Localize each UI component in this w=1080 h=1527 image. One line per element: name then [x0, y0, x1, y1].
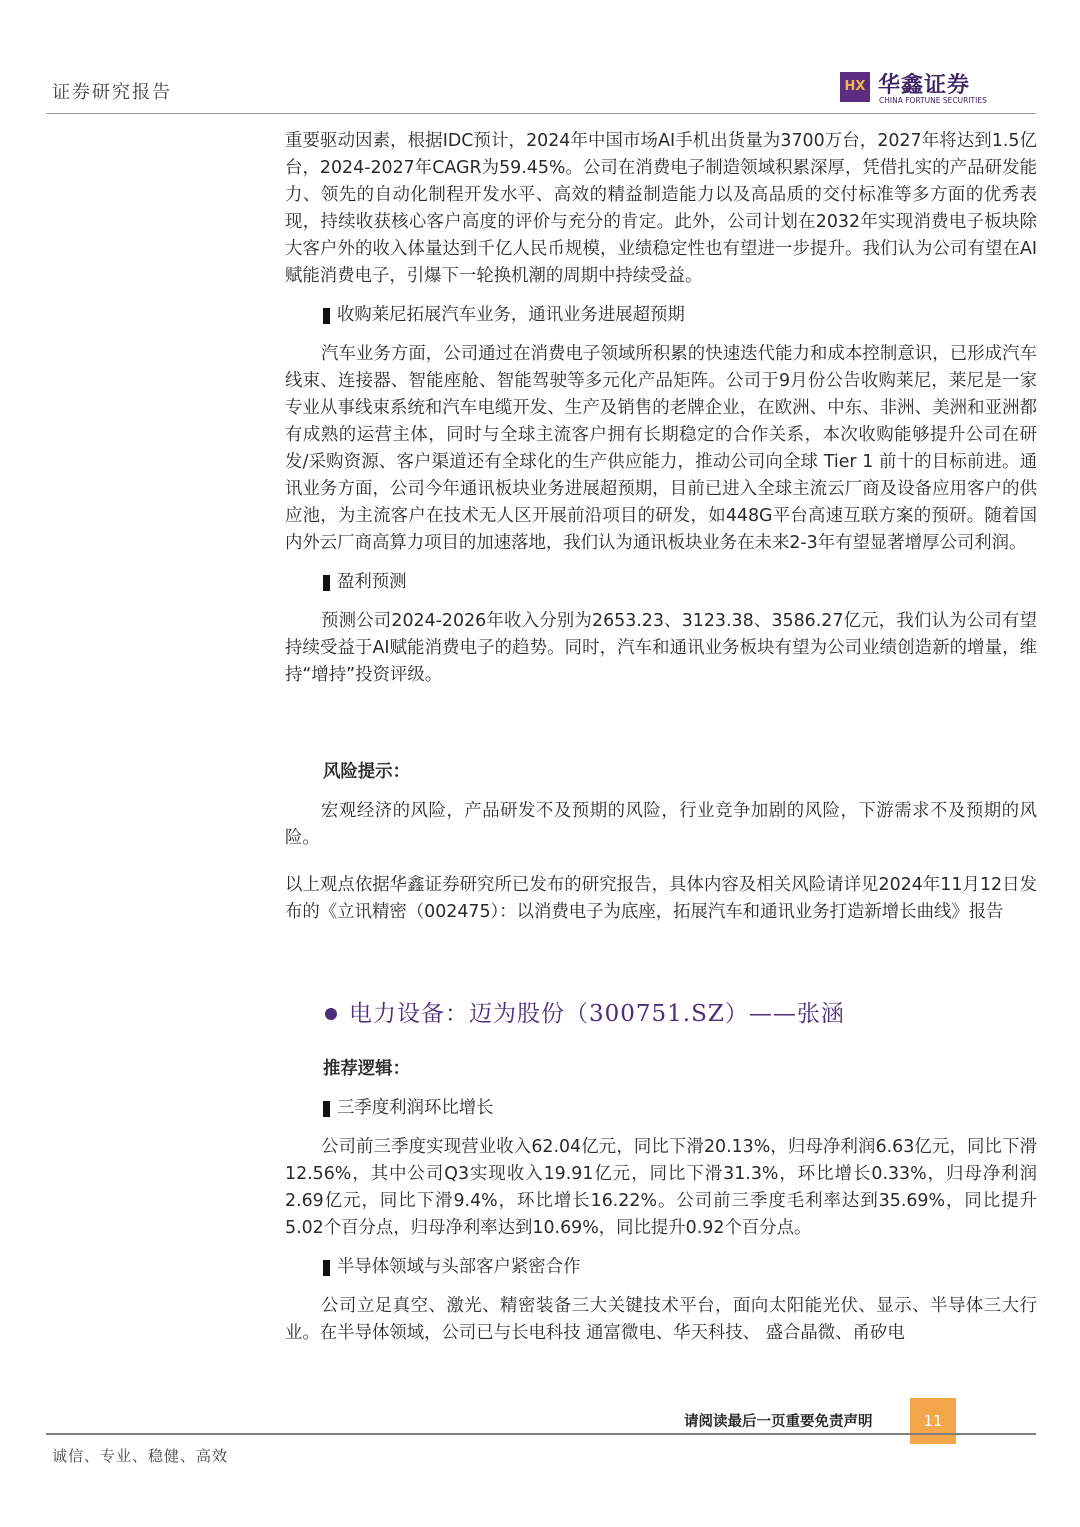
bullet-heading-text: 盈利预测: [337, 572, 407, 592]
main-content: [285, 128, 1037, 1347]
paragraph-semiconductor: 公司立足真空、激光、精密装备三大关键技术平台，面向太阳能光伏、显示、半导体三大行业。在半导体领域，公司已与长电科技 通富微电、华天科技、 盛合晶微、甬矽电: [285, 1296, 1037, 1343]
company-logo: [840, 68, 990, 108]
header-divider: [46, 113, 1036, 114]
footer-motto: 诚信、专业、稳健、高效: [52, 1447, 229, 1465]
risk-title: 风险提示：: [323, 762, 410, 782]
logic-title: 推荐逻辑：: [323, 1059, 410, 1079]
report-header-title: 证券研究报告: [52, 82, 172, 103]
bullet-marker-icon: [323, 308, 330, 324]
section-title: [285, 996, 1037, 1032]
bullet-heading-text: 半导体领域与头部客户紧密合作: [337, 1257, 581, 1277]
bullet-marker-icon: [323, 1101, 330, 1117]
bullet-heading-semiconductor: [285, 1254, 1037, 1281]
paragraph-auto-business: 汽车业务方面，公司通过在消费电子领域所积累的快速迭代能力和成本控制意识，已形成汽车线束、连接器、智能座舱、智能驾驶等多元化产品矩阵。公司于9月份公告收购莱尼，莱尼是一家专业从事线束系统和汽车电缆开发、生产及销售的老牌企业，在欧洲、中东、非洲、美洲和亚洲都有成熟的运营主体，同时与全球主流客户拥有长期稳定的合作关系，本次收购能够提升公司在研发/采购资源、客户渠道还有全球化的生产供应能力，推动公司向全球 Tier 1 前十的目标前进。通讯业务方面，公司今年通讯板块业务进展超预期，目前已进入全球主流云厂商及设备应用客户的供应池，为主流客户在技术无人区开展前沿项目的研发，如448G平台高速互联方案的预研。随着国内外云厂商高算力项目的加速落地，我们认为通讯板块业务在未来2-3年有望显著增厚公司利润。: [285, 344, 1037, 553]
paragraph-source-note: 以上观点依据华鑫证券研究所已发布的研究报告，具体内容及相关风险请详见2024年11月12日发布的《立讯精密（002475）：以消费电子为底座，拓展汽车和通讯业务打造新增长曲线》报告: [285, 875, 1037, 922]
paragraph-q3-results: 公司前三季度实现营业收入62.04亿元，同比下滑20.13%，归母净利润6.63亿元，同比下滑12.56%，其中公司Q3实现收入19.91亿元，同比下滑31.3%，环比增长0.33%，归母净利润2.69亿元，同比下滑9.4%，环比增长16.22%。公司前三季度毛利率达到35.69%，同比提升5.02个百分点，归母净利率达到10.69%，同比提升0.92个百分点。: [285, 1137, 1037, 1238]
bullet-heading-forecast: [285, 569, 1037, 596]
bullet-heading-text: 收购莱尼拓展汽车业务，通讯业务进展超预期: [337, 305, 685, 325]
bullet-heading-q3: [285, 1095, 1037, 1122]
page-number-badge: 11: [910, 1398, 956, 1444]
section-dot-icon: [325, 1008, 337, 1020]
paragraph-risk: 宏观经济的风险，产品研发不及预期的风险，行业竞争加剧的风险，下游需求不及预期的风险。: [285, 801, 1037, 848]
bullet-heading-acquisition: [285, 302, 1037, 329]
paragraph-ai-phone: 重要驱动因素，根据IDC预计，2024年中国市场AI手机出货量为3700万台，2027年将达到1.5亿台，2024-2027年CAGR为59.45%。公司在消费电子制造领域积累深厚，凭借扎实的产品研发能力、领先的自动化制程开发水平、高效的精益制造能力以及高品质的交付标准等多方面的优秀表现，持续收获核心客户高度的评价与充分的肯定。此外，公司计划在2032年实现消费电子板块除大客户外的收入体量达到千亿人民币规模，业绩稳定性也有望进一步提升。我们认为公司有望在AI赋能消费电子，引爆下一轮换机潮的周期中持续受益。: [285, 131, 1037, 286]
logo-text-en: CHINA FORTUNE SECURITIES: [879, 96, 987, 105]
section-title-text: 电力设备：迈为股份（300751.SZ）——张涵: [349, 1001, 845, 1027]
bullet-marker-icon: [323, 575, 330, 591]
logo-text-cn: 华鑫证券: [878, 73, 971, 98]
footer-disclaimer-link[interactable]: 请阅读最后一页重要免责声明: [684, 1414, 873, 1430]
bullet-marker-icon: [323, 1260, 330, 1276]
footer-divider: [46, 1433, 1036, 1435]
bullet-heading-text: 三季度利润环比增长: [337, 1098, 494, 1118]
paragraph-forecast: 预测公司2024-2026年收入分别为2653.23、3123.38、3586.27亿元，我们认为公司有望持续受益于AI赋能消费电子的趋势。同时，汽车和通讯业务板块有望为公司业绩创造新的增量，维持“增持”投资评级。: [285, 611, 1037, 685]
logo-mark-icon: HX: [840, 72, 870, 102]
